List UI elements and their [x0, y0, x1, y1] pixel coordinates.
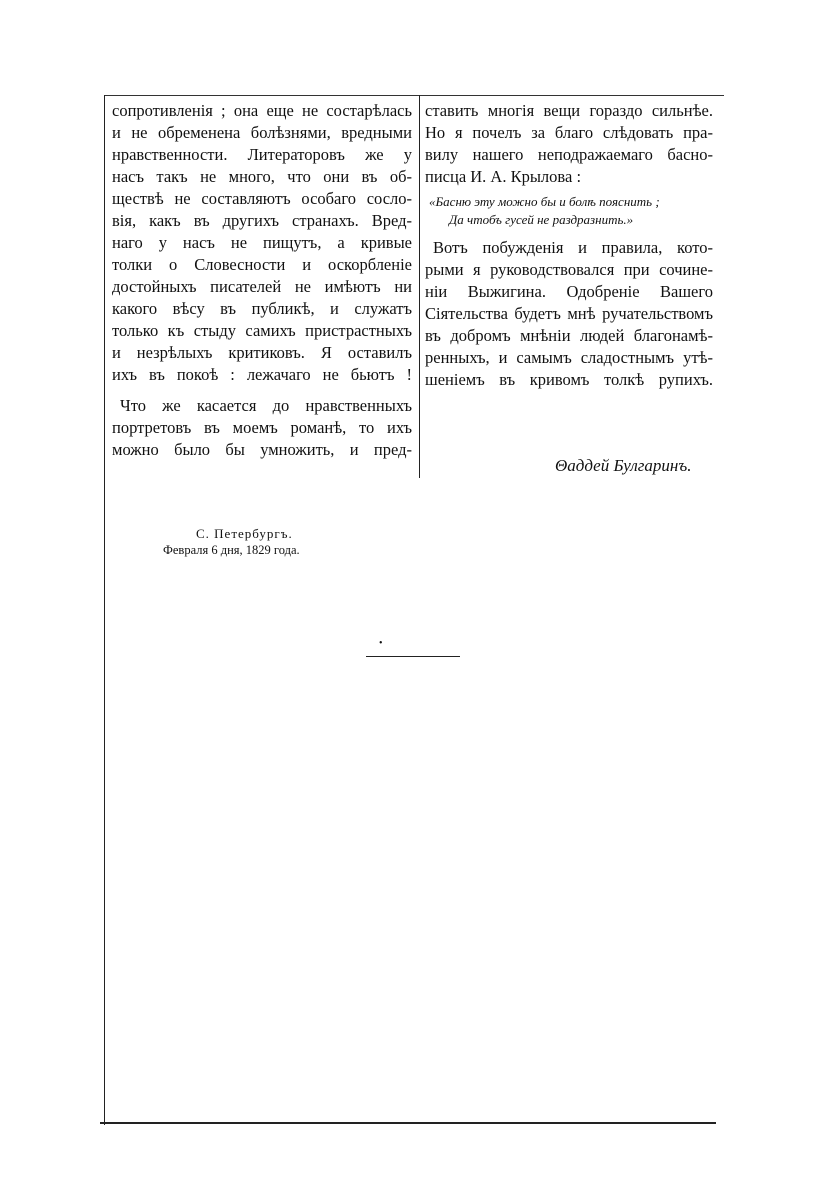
text-line: рыми я руководствовался при сочине-: [425, 260, 713, 279]
text-line: сопротивленія ; она еще не состарѣлась: [112, 101, 412, 120]
left-margin-rule: [104, 95, 105, 1125]
author-signature: Θаддей Булгаринъ.: [555, 456, 692, 475]
text-line: и не обременена болѣзнями, вредными: [112, 123, 412, 142]
column-divider: [419, 95, 420, 478]
text-line: вія, какъ въ другихъ странахъ. Вред-: [112, 211, 412, 230]
left-column: [112, 100, 412, 461]
text-line: вилу нашего неподражаемаго басно-: [425, 145, 713, 164]
text-line: наго у насъ не пищутъ, а кривые: [112, 233, 412, 252]
place-line: С. Петербургъ.: [196, 526, 293, 541]
text-line: ихъ въ покоѣ : лежачаго не бьютъ !: [112, 365, 412, 384]
top-rule: [104, 95, 724, 96]
text-line: и незрѣлыхъ критиковъ. Я оставилъ: [112, 343, 412, 362]
text-line: Вотъ побужденія и правила, кото-: [433, 238, 713, 257]
text-line: достойныхъ писателей не имѣютъ ни: [112, 277, 412, 296]
text-line: нравственности. Литераторовъ же у: [112, 145, 412, 164]
text-line: насъ такъ не много, что они въ об-: [112, 167, 412, 186]
text-line: ществѣ не составляютъ особаго сосло-: [112, 189, 412, 208]
text-line: можно было бы умножить, и пред-: [112, 440, 412, 459]
text-line: толки о Словесности и оскорбленіе: [112, 255, 412, 274]
text-line: ренныхъ, и самымъ сладостнымъ утѣ-: [425, 348, 713, 367]
text-line: только къ стыду самихъ пристрастныхъ: [112, 321, 412, 340]
text-line: въ добромъ мнѣніи людей благонамѣ-: [425, 326, 713, 345]
closing-rule: [366, 656, 460, 657]
quote-line: «Басню эту можно бы и болѣ пояснить ;: [429, 194, 660, 209]
text-line: Но я почелъ за благо слѣдовать пра-: [425, 123, 713, 142]
text-line: ніи Выжигина. Одобреніе Вашего: [425, 282, 713, 301]
text-line: шеніемъ въ кривомъ толкѣ рупихъ.: [425, 370, 713, 389]
text-line: Что же касается до нравственныхъ: [120, 396, 412, 415]
quote-line: Да чтобъ гусей не раздразнить.»: [449, 212, 634, 227]
text-line: Сіятельства будетъ мнѣ ручательствомъ: [425, 304, 713, 323]
text-line: писца И. А. Крылова :: [425, 167, 582, 186]
bottom-rule: [100, 1122, 716, 1124]
ornament-dot: •: [379, 638, 383, 649]
text-line: какого вѣсу въ публикѣ, и служатъ: [112, 299, 412, 318]
date-line: Февраля 6 дня, 1829 года.: [163, 543, 300, 557]
fable-quote: [425, 193, 713, 229]
text-line: портретовъ въ моемъ романѣ, то ихъ: [112, 418, 412, 437]
text-line: ставить многія вещи гораздо сильнѣе.: [425, 101, 713, 120]
right-column: [425, 100, 713, 391]
